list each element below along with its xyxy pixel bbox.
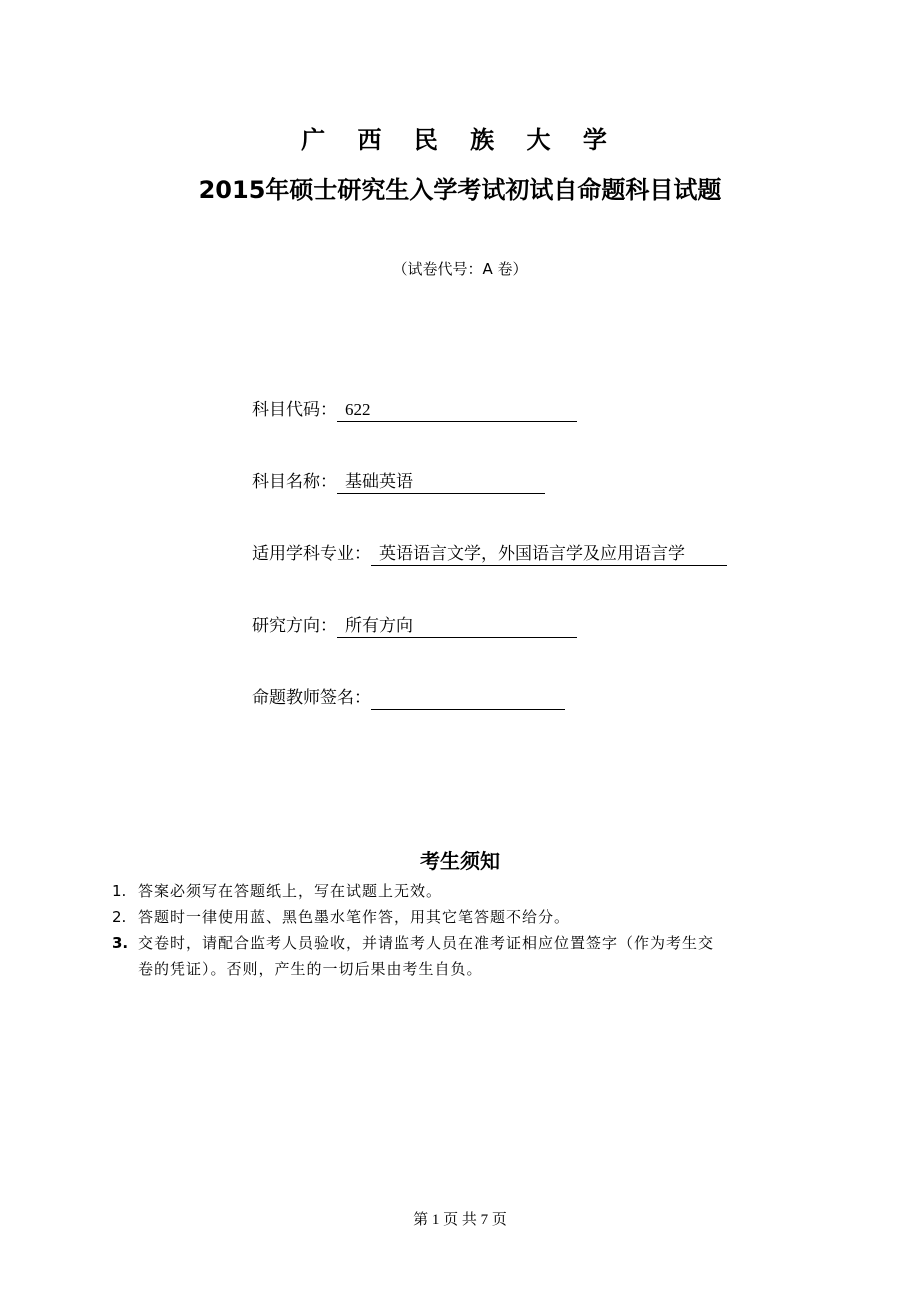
rule-number: 3.	[112, 934, 129, 952]
teacher-signature-line	[371, 686, 565, 710]
rule-item	[112, 878, 812, 904]
exam-title: 2015年硕士研究生入学考试初试自命题科目试题	[198, 176, 722, 204]
rule-text: 交卷时，请配合监考人员验收，并请监考人员在准考证相应位置签字（作为考生交	[138, 934, 715, 952]
direction-label: 研究方向：	[252, 616, 337, 635]
subject-name-field	[252, 470, 545, 494]
rule-text: 答案必须写在答题纸上，写在试题上无效。	[138, 882, 443, 900]
teacher-signature-label: 命题教师签名：	[252, 688, 371, 707]
major-label: 适用学科专业：	[252, 544, 371, 563]
rule-item	[112, 904, 812, 930]
rule-text: 答题时一律使用蓝、黑色墨水笔作答，用其它笔答题不给分。	[138, 908, 571, 926]
rule-continuation: 卷的凭证）。否则，产生的一切后果由考生自负。	[138, 960, 483, 978]
rule-number: 2.	[112, 908, 127, 926]
rule-number: 1.	[112, 882, 127, 900]
direction-field	[252, 614, 577, 638]
rule-item	[112, 930, 812, 956]
major-value: 英语语言文学，外国语言学及应用语言学	[371, 542, 727, 566]
teacher-signature-field	[252, 686, 565, 710]
subject-name-label: 科目名称：	[252, 472, 337, 491]
page-number: 第 1 页 共 7 页	[413, 1212, 507, 1228]
major-field	[252, 542, 727, 566]
subject-code-value: 622	[337, 398, 577, 422]
direction-value: 所有方向	[337, 614, 577, 638]
subject-code-field	[252, 398, 577, 422]
subject-name-value: 基础英语	[337, 470, 545, 494]
subject-code-label: 科目代码：	[252, 400, 337, 419]
paper-code: （试卷代号：A 卷）	[392, 260, 528, 278]
notice-title: 考生须知	[420, 849, 500, 873]
university-name: 广 西 民 族 大 学	[301, 126, 619, 154]
